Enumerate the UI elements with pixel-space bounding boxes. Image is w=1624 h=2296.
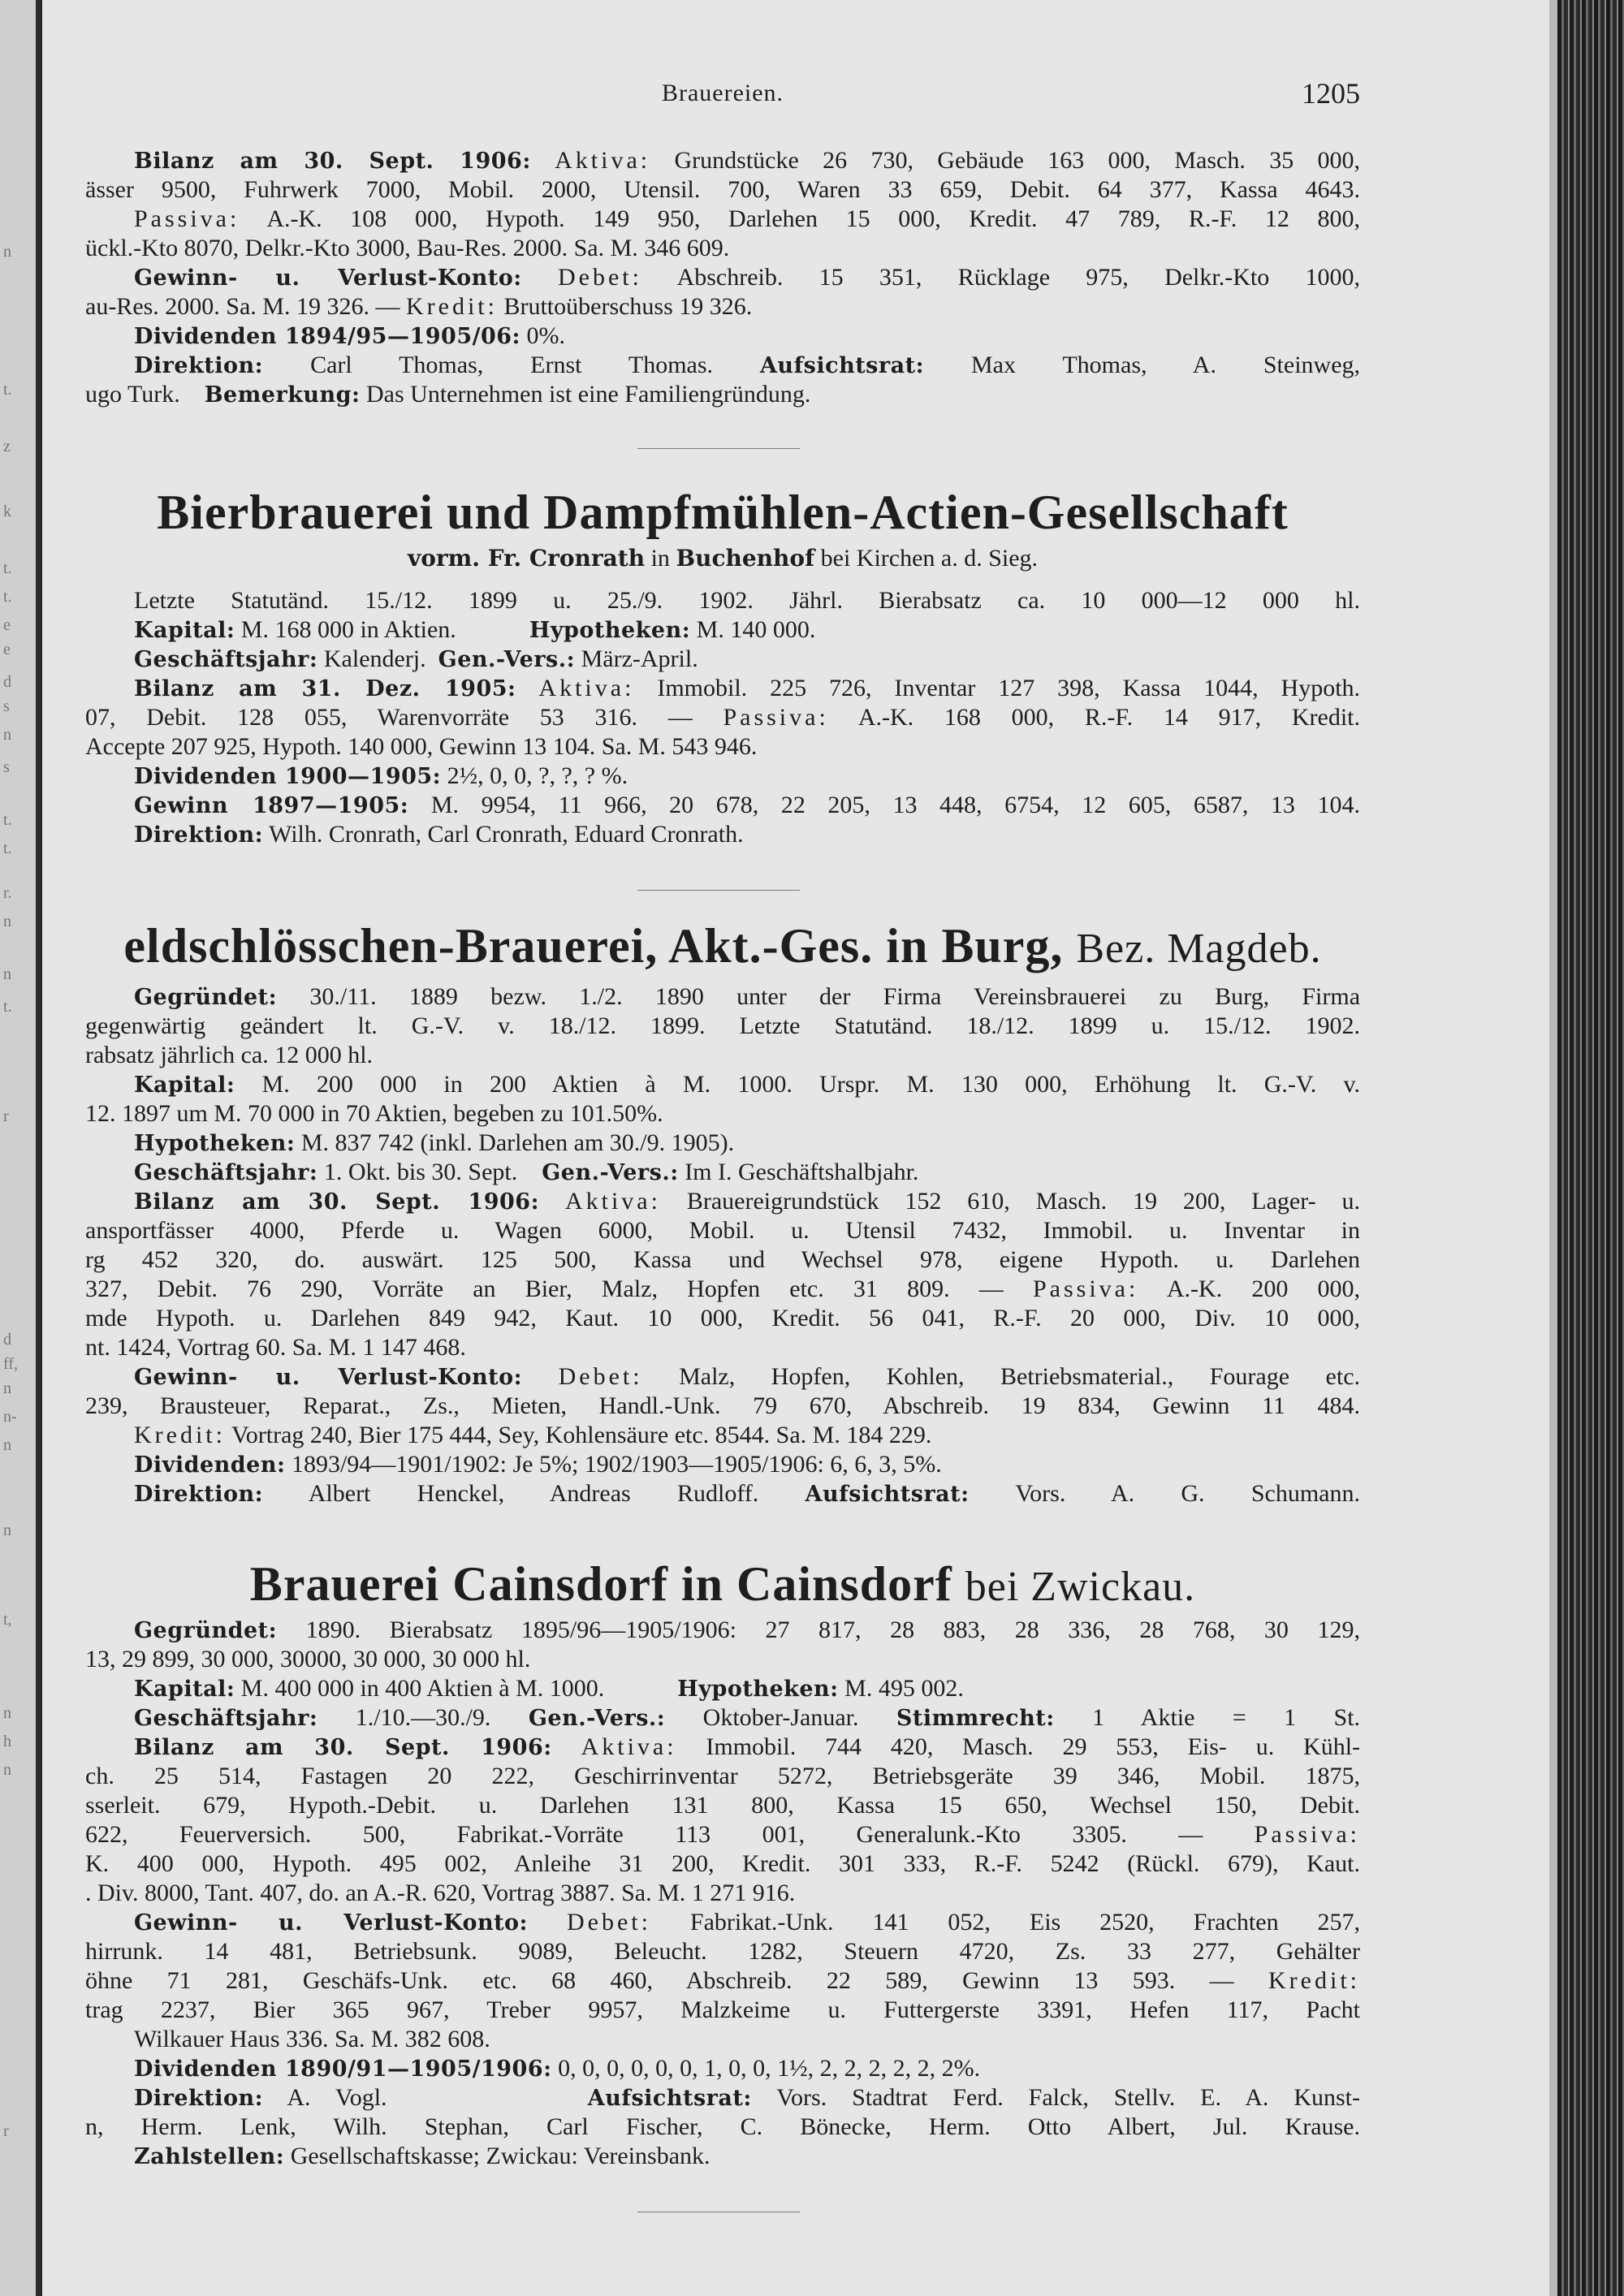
margin-fragment: z [3,438,11,455]
text-line: ch. 25 514, Fastagen 20 222, Geschirrinventar 5272, Betriebsgeräte 39 346, Mobil. 1875, [85,1763,1360,1789]
margin-fragment: h [3,1733,11,1750]
text-line: Dividenden 1894/95—1905/06: 0%. [134,322,566,349]
entry-heading: Brauerei Cainsdorf in Cainsdorf bei Zwickau. [249,1557,1196,1611]
margin-fragment: n [3,1761,11,1779]
margin-fragment: r. [3,884,12,902]
margin-fragment: n [3,1436,11,1454]
margin-fragment: r [3,1107,9,1125]
text-line: 07, Debit. 128 055, Warenvorräte 53 316. — Passiva: A.-K. 168 000, R.-F. 14 917, Kredit. [85,704,1360,731]
text-line: 12. 1897 um M. 70 000 in 70 Aktien, begeben zu 101.50%. [85,1100,663,1127]
margin-fragment: r [3,2122,9,2140]
text-line: Wilkauer Haus 336. Sa. M. 382 608. [134,2026,490,2052]
text-line: rabsatz jährlich ca. 12 000 hl. [85,1042,374,1068]
text-line: Geschäftsjahr: Kalenderj. Gen.-Vers.: März-April. [134,645,698,672]
text-line: Passiva: A.-K. 108 000, Hypoth. 149 950, Darlehen 15 000, Kredit. 47 789, R.-F. 12 800, [134,205,1360,232]
text-line: öhne 71 281, Geschäfs-Unk. etc. 68 460, Abschreib. 22 589, Gewinn 13 593. — Kredit: [85,1967,1360,1994]
margin-fragment: t. [3,811,12,829]
text-line: Bilanz am 30. Sept. 1906: Aktiva: Grundstücke 26 730, Gebäude 163 000, Masch. 35 000, [134,147,1361,174]
margin-fragment: d [3,673,11,691]
margin-fragment: n [3,1379,11,1397]
text-line: Direktion: Albert Henckel, Andreas Rudloff. Aufsichtsrat: Vors. A. G. Schumann. [134,1480,1360,1507]
margin-fragment: t, [3,1611,12,1629]
text-line: 13, 29 899, 30 000, 30000, 30 000, 30 000 hl. [85,1646,531,1672]
running-head-title: Brauereien. [661,80,784,106]
text-line: ückl.-Kto 8070, Delkr.-Kto 3000, Bau-Res. 2000. Sa. M. 346 609. [85,235,730,261]
entry-subheading: vorm. Fr. Cronrath in Buchenhof bei Kirchen a. d. Sieg. [407,545,1039,572]
text-line: Dividenden 1890/91—1905/1906: 0, 0, 0, 0, 0, 0, 1, 0, 0, 1½, 2, 2, 2, 2, 2, 2%. [134,2055,981,2082]
text-line: sserleit. 679, Hypoth.-Debit. u. Darlehen 131 800, Kassa 15 650, Wechsel 150, Debit. [85,1792,1360,1819]
text-line: 239, Brausteuer, Reparat., Zs., Mieten, Handl.-Unk. 79 670, Abschreib. 19 834, Gewinn 11 484. [85,1392,1360,1419]
text-line: Gewinn- u. Verlust-Konto: Debet: Abschreib. 15 351, Rücklage 975, Delkr.-Kto 1000, [134,264,1360,291]
text-line: Direktion: Wilh. Cronrath, Carl Cronrath, Eduard Cronrath. [134,821,744,848]
text-line: Zahlstellen: Gesellschaftskasse; Zwickau: Vereinsbank. [134,2143,710,2169]
running-head [85,77,1360,120]
document-page [85,0,1360,2296]
text-line: ansportfässer 4000, Pferde u. Wagen 6000, Mobil. u. Utensil 7432, Immobil. u. Inventar in [85,1217,1360,1244]
margin-fragment: s [3,758,10,776]
margin-fragment: n [3,913,11,930]
text-line: Letzte Statutänd. 15./12. 1899 u. 25./9. 1902. Jährl. Bierabsatz ca. 10 000—12 000 hl. [134,587,1360,614]
text-line: Gewinn- u. Verlust-Konto: Debet: Malz, Hopfen, Kohlen, Betriebsmaterial., Fourage etc. [134,1363,1361,1390]
text-line: Geschäftsjahr: 1. Okt. bis 30. Sept. Gen.-Vers.: Im I. Geschäftshalbjahr. [134,1159,919,1185]
text-line: Gegründet: 30./11. 1889 bezw. 1./2. 1890 unter der Firma Vereinsbrauerei zu Burg, Firma [134,983,1361,1010]
margin-fragment: n [3,1521,11,1539]
margin-fragment: t. [3,381,12,399]
text-line: Bilanz am 30. Sept. 1906: Aktiva: Brauereigrundstück 152 610, Masch. 19 200, Lager- u. [134,1188,1361,1215]
margin-fragment: e [3,616,11,634]
text-line: rg 452 320, do. auswärt. 125 500, Kassa und Wechsel 978, eigene Hypoth. u. Darlehen [85,1246,1360,1273]
text-line: Geschäftsjahr: 1./10.—30./9. Gen.-Vers.: Oktober-Januar. Stimmrecht: 1 Aktie = 1 St. [134,1704,1361,1731]
text-line: Kapital: M. 400 000 in 400 Aktien à M. 1000. Hypotheken: M. 495 002. [134,1675,964,1702]
text-line: nt. 1424, Vortrag 60. Sa. M. 1 147 468. [85,1334,466,1361]
margin-fragments-left [3,0,28,2296]
text-line: Dividenden: 1893/94—1901/1902: Je 5%; 1902/1903—1905/1906: 6, 6, 3, 5%. [134,1451,942,1478]
text-line: Bilanz am 30. Sept. 1906: Aktiva: Immobil. 744 420, Masch. 29 553, Eis- u. Kühl- [134,1733,1361,1760]
margin-fragment: n [3,965,11,983]
text-line: ässer 9500, Fuhrwerk 7000, Mobil. 2000, Utensil. 700, Waren 33 659, Debit. 64 377, Kassa 4643. [85,176,1360,203]
text-line: Direktion: A. Vogl. Aufsichtsrat: Vors. Stadtrat Ferd. Falck, Stellv. E. A. Kunst- [134,2084,1360,2111]
text-line: Gewinn 1897—1905: M. 9954, 11 966, 20 678, 22 205, 13 448, 6754, 12 605, 6587, 13 104. [134,792,1361,818]
margin-fragment: e [3,641,11,658]
text-line: Accepte 207 925, Hypoth. 140 000, Gewinn 13 104. Sa. M. 543 946. [85,733,758,760]
text-line: Bilanz am 31. Dez. 1905: Aktiva: Immobil. 225 726, Inventar 127 398, Kassa 1044, Hypoth. [134,675,1361,701]
text-line: . Div. 8000, Tant. 407, do. an A.-R. 620, Vortrag 3887. Sa. M. 1 271 916. [85,1880,796,1906]
text-line: Gegründet: 1890. Bierabsatz 1895/96—1905/1906: 27 817, 28 883, 28 336, 28 768, 30 129, [134,1616,1360,1643]
margin-fragment: k [3,503,11,520]
text-line: Direktion: Carl Thomas, Ernst Thomas. Aufsichtsrat: Max Thomas, A. Steinweg, [134,352,1361,378]
margin-fragment: n [3,243,11,261]
margin-fragment: t. [3,559,12,577]
margin-fragment: ff, [3,1355,18,1373]
margin-fragment: s [3,697,10,715]
text-line: hirrunk. 14 481, Betriebsunk. 9089, Beleucht. 1282, Steuern 4720, Zs. 33 277, Gehälter [85,1938,1360,1965]
text-line: ugo Turk. Bemerkung: Das Unternehmen ist eine Familiengründung. [85,381,811,408]
entry-heading: Bierbrauerei und Dampfmühlen-Actien-Gesellschaft [157,486,1289,539]
section-divider [637,448,800,449]
margin-fragment: n- [3,1408,17,1426]
entry-heading: eldschlösschen-Brauerei, Akt.-Ges. in Burg, Bez. Magdeb. [123,919,1322,973]
text-line: Dividenden 1900—1905: 2½, 0, 0, ?, ?, ? %. [134,762,628,789]
margin-fragment: n [3,1704,11,1722]
page-gutter-right-inner [1549,0,1557,2296]
text-line: Kapital: M. 168 000 in Aktien. Hypotheken: M. 140 000. [134,616,816,643]
text-line: 622, Feuerversich. 500, Fabrikat.-Vorräte 113 001, Generalunk.-Kto 3305. — Passiva: [85,1821,1361,1848]
text-line: K. 400 000, Hypoth. 495 002, Anleihe 31 200, Kredit. 301 333, R.-F. 5242 (Rückl. 679), Kaut. [85,1850,1360,1877]
margin-fragment: d [3,1331,11,1349]
text-line: trag 2237, Bier 365 967, Treber 9957, Malzkeime u. Futtergerste 3391, Hefen 117, Pacht [85,1996,1360,2023]
margin-fragment: t. [3,839,12,857]
text-line: gegenwärtig geändert lt. G.-V. v. 18./12. 1899. Letzte Statutänd. 18./12. 1899 u. 15./12. 1902. [85,1012,1360,1039]
text-line: Hypotheken: M. 837 742 (inkl. Darlehen am 30./9. 1905). [134,1129,735,1156]
margin-fragment: t. [3,998,12,1016]
page-number: 1205 [1302,77,1360,110]
margin-fragment: t. [3,588,12,606]
margin-fragment: n [3,726,11,744]
page-edges-right [1557,0,1624,2296]
text-line: au-Res. 2000. Sa. M. 19 326. — Kredit: Bruttoüberschuss 19 326. [85,293,753,320]
text-line: Kredit: Vortrag 240, Bier 175 444, Sey, Kohlensäure etc. 8544. Sa. M. 184 229. [134,1422,932,1448]
text-line: Gewinn- u. Verlust-Konto: Debet: Fabrikat.-Unk. 141 052, Eis 2520, Frachten 257, [134,1909,1361,1936]
text-line: mde Hypoth. u. Darlehen 849 942, Kaut. 10 000, Kredit. 56 041, R.-F. 20 000, Div. 10 000, [85,1305,1360,1331]
text-line: 327, Debit. 76 290, Vorräte an Bier, Malz, Hopfen etc. 31 809. — Passiva: A.-K. 200 000, [85,1275,1361,1302]
text-line: Kapital: M. 200 000 in 200 Aktien à M. 1000. Urspr. M. 130 000, Erhöhung lt. G.-V. v. [134,1071,1361,1098]
text-line: n, Herm. Lenk, Wilh. Stephan, Carl Fischer, C. Bönecke, Herm. Otto Albert, Jul. Krause. [85,2113,1360,2140]
section-divider [637,890,800,891]
